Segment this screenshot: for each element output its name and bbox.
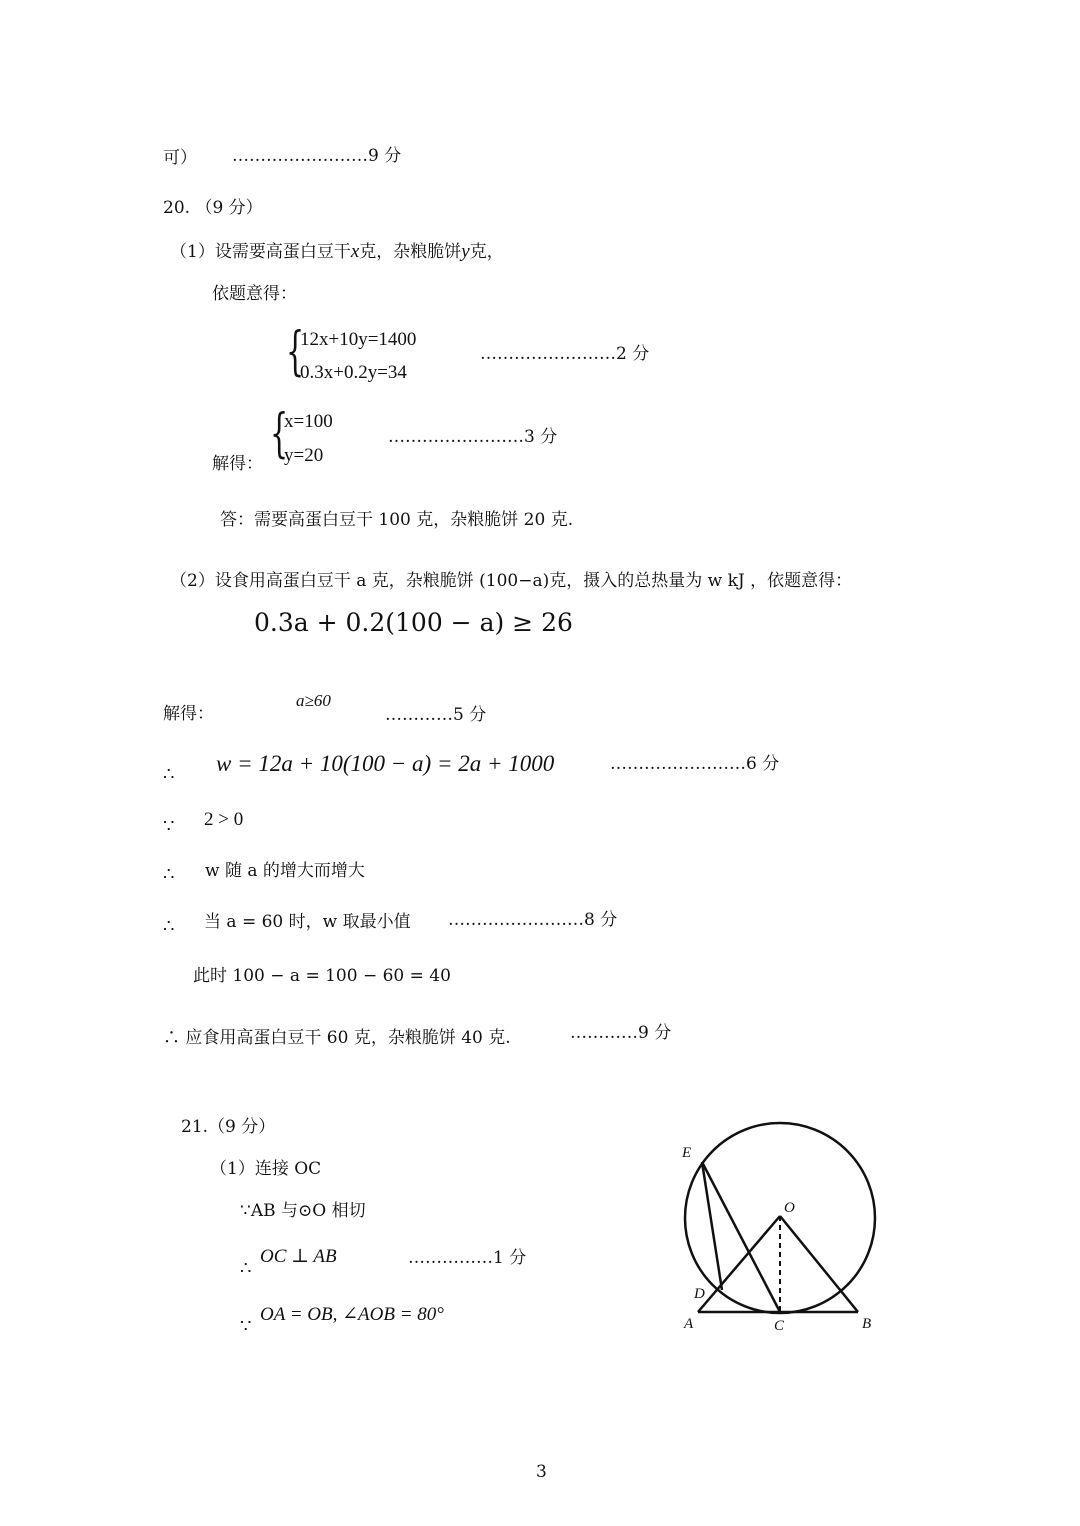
w-equation: w = 12a + 10(100 − a) = 2a + 1000 <box>216 751 555 776</box>
score-mark: ……………………2 分 <box>480 344 650 364</box>
q20-setup-label: 依题意得： <box>212 284 297 304</box>
q21-part1-step: （1）连接 OC <box>210 1159 322 1179</box>
label-e: E <box>682 1145 692 1161</box>
score-mark: ……………………8 分 <box>448 910 618 930</box>
circle-tangent-figure <box>660 1110 900 1350</box>
therefore-symbol: ∴ <box>240 1258 252 1279</box>
label-b: B <box>862 1316 872 1332</box>
inequality: 0.3a + 0.2(100 − a) ≥ 26 <box>254 608 573 637</box>
page-number: 3 <box>536 1462 547 1482</box>
score-mark: …………5 分 <box>385 705 487 725</box>
tangent-condition: ∵AB 与⊙O 相切 <box>240 1201 366 1221</box>
label-a: A <box>684 1316 694 1332</box>
score-mark: ……………………9 分 <box>232 146 402 166</box>
solve-label: 解得： <box>163 704 214 724</box>
equation-1: 12x+10y=1400 <box>300 329 417 350</box>
label-o: O <box>784 1200 795 1216</box>
coefficient-positive: 2 > 0 <box>204 809 244 830</box>
segment-oa <box>698 1216 780 1312</box>
perpendicular-statement: OC ⊥ AB <box>260 1246 337 1267</box>
solve-label: 解得： <box>212 454 263 474</box>
system-brace: { <box>286 322 305 382</box>
score-mark: …………9 分 <box>570 1023 672 1043</box>
question-21-title: 21.（9 分） <box>181 1117 276 1137</box>
segment-ob <box>780 1216 858 1312</box>
w-increasing: w 随 a 的增大而增大 <box>205 861 365 881</box>
therefore-symbol: ∴ <box>163 764 175 785</box>
answer-part1: 答：需要高蛋白豆干 100 克，杂粮脆饼 20 克. <box>220 510 574 530</box>
score-mark: ……………………3 分 <box>388 427 558 447</box>
a-range: a≥60 <box>296 691 331 710</box>
score-mark: ……………………6 分 <box>610 754 780 774</box>
minimum-condition: 当 a = 60 时，w 取最小值 <box>204 912 411 932</box>
score-mark: ……………1 分 <box>408 1248 527 1268</box>
because-symbol: ∵ <box>163 816 175 837</box>
given-conditions: OA = OB, ∠AOB = 80° <box>260 1304 444 1325</box>
solution-y: y=20 <box>284 445 324 466</box>
prev-answer-tail: 可） <box>163 148 197 168</box>
equation-2: 0.3x+0.2y=34 <box>300 362 407 383</box>
therefore-symbol: ∴ <box>163 916 175 937</box>
label-d: D <box>694 1286 705 1302</box>
because-symbol: ∵ <box>240 1316 252 1337</box>
label-c: C <box>774 1318 785 1334</box>
solution-x: x=100 <box>284 411 333 432</box>
q20-part2-setup: （2）设食用高蛋白豆干 a 克，杂粮脆饼 (100−a)克，摄入的总热量为 w kJ ，依题意得： <box>170 571 853 591</box>
therefore-symbol: ∴ <box>163 864 175 885</box>
q20-part1-setup: （1）设需要高蛋白豆干x克，杂粮脆饼y克， <box>170 241 504 262</box>
question-20-title: 20. （9 分） <box>163 198 263 218</box>
remaining-amount: 此时 100 − a = 100 − 60 = 40 <box>193 966 451 986</box>
solution-brace: { <box>270 404 289 464</box>
final-conclusion: ∴ 应食用高蛋白豆干 60 克，杂粮脆饼 40 克. <box>163 1028 511 1048</box>
